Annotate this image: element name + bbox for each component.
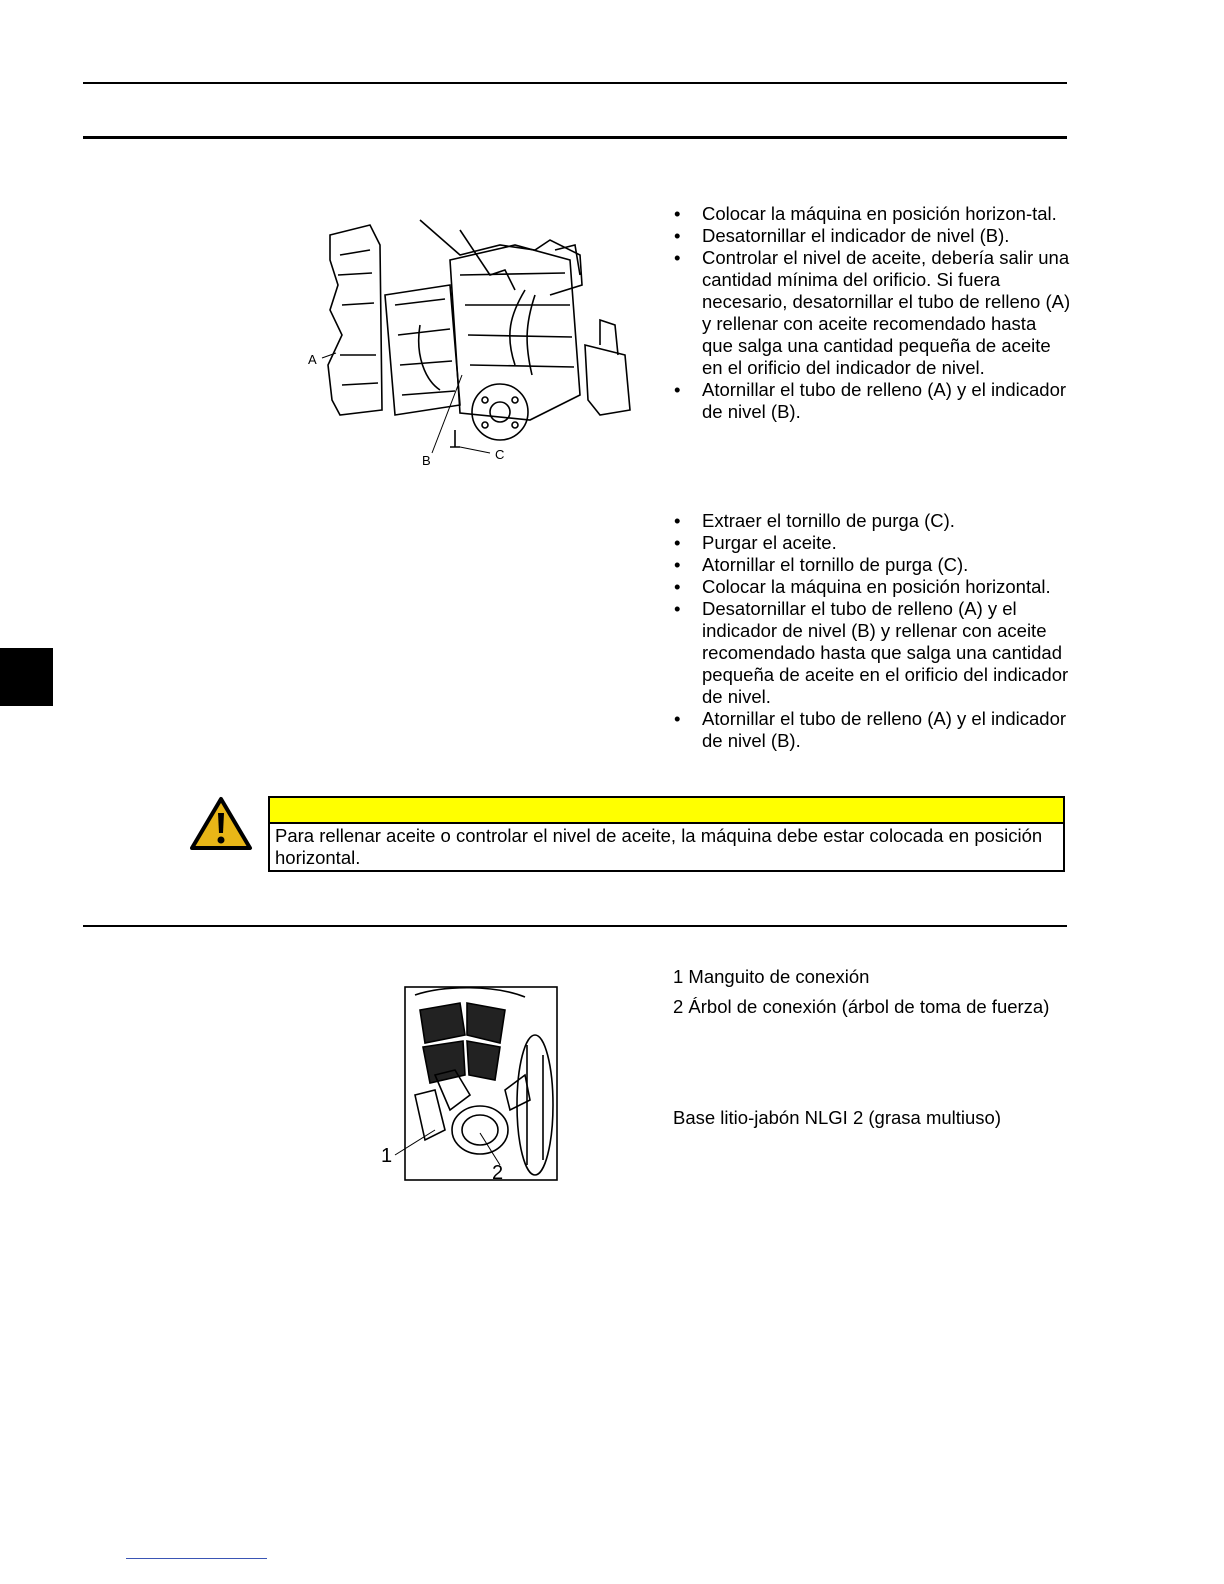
footer-link-line [126, 1558, 267, 1559]
warning-box [268, 796, 1065, 872]
list-item: • Atornillar el tubo de relleno (A) y el indicador de nivel (B). [674, 379, 1067, 422]
warning-text: Para rellenar aceite o controlar el nivel de aceite, la máquina debe estar colocada en posición horizontal. [275, 825, 1043, 868]
list-item: • Desatornillar el indicador de nivel (B). [674, 225, 1010, 246]
callout-b: B [422, 453, 431, 468]
callout-1: 1 [381, 1145, 393, 1167]
pto-drawing [375, 985, 560, 1185]
engine-drawing [300, 215, 640, 470]
section-divider [83, 925, 1067, 927]
legend-item-1: 1 Manguito de conexión [673, 966, 870, 987]
header-rule-top [83, 82, 1067, 84]
list-item: • Colocar la máquina en posición horizon-tal. [674, 203, 1057, 224]
warning-header-bar [270, 798, 1063, 824]
legend-item-2: 2 Árbol de conexión (árbol de toma de fuerza) [673, 996, 1050, 1017]
oil-change-steps [672, 510, 1072, 752]
list-item: • Extraer el tornillo de purga (C). [674, 510, 955, 531]
callout-2: 2 [492, 1162, 504, 1184]
oil-check-steps [672, 203, 1072, 423]
chapter-thumb-tab [0, 648, 53, 706]
list-item: • Purgar el aceite. [674, 532, 837, 553]
pto-figure [375, 985, 560, 1185]
list-item: • Colocar la máquina en posición horizontal. [674, 576, 1051, 597]
header-rule-bottom [83, 136, 1067, 139]
callout-a: A [308, 352, 317, 367]
lubricant-spec: Base litio-jabón NLGI 2 (grasa multiuso) [673, 1107, 1002, 1128]
list-item: • Atornillar el tornillo de purga (C). [674, 554, 969, 575]
list-item: • Atornillar el tubo de relleno (A) y el indicador de nivel (B). [674, 708, 1067, 751]
list-item: • Controlar el nivel de aceite, debería salir una cantidad mínima del orificio. Si fuera necesario, desatornillar el tubo de relleno (A) y rellenar con aceite recomendado hasta que salga una cantidad pequeña de aceite en el orificio del indicador de nivel. [674, 247, 1071, 378]
engine-figure [300, 215, 640, 470]
list-item: • Desatornillar el tubo de relleno (A) y el indicador de nivel (B) y rellenar con aceite recomendado hasta que salga una cantidad pequeña de aceite en el orificio del indicador de nivel. [674, 598, 1069, 707]
callout-c: C [495, 447, 505, 462]
warning-triangle-icon [188, 795, 254, 858]
